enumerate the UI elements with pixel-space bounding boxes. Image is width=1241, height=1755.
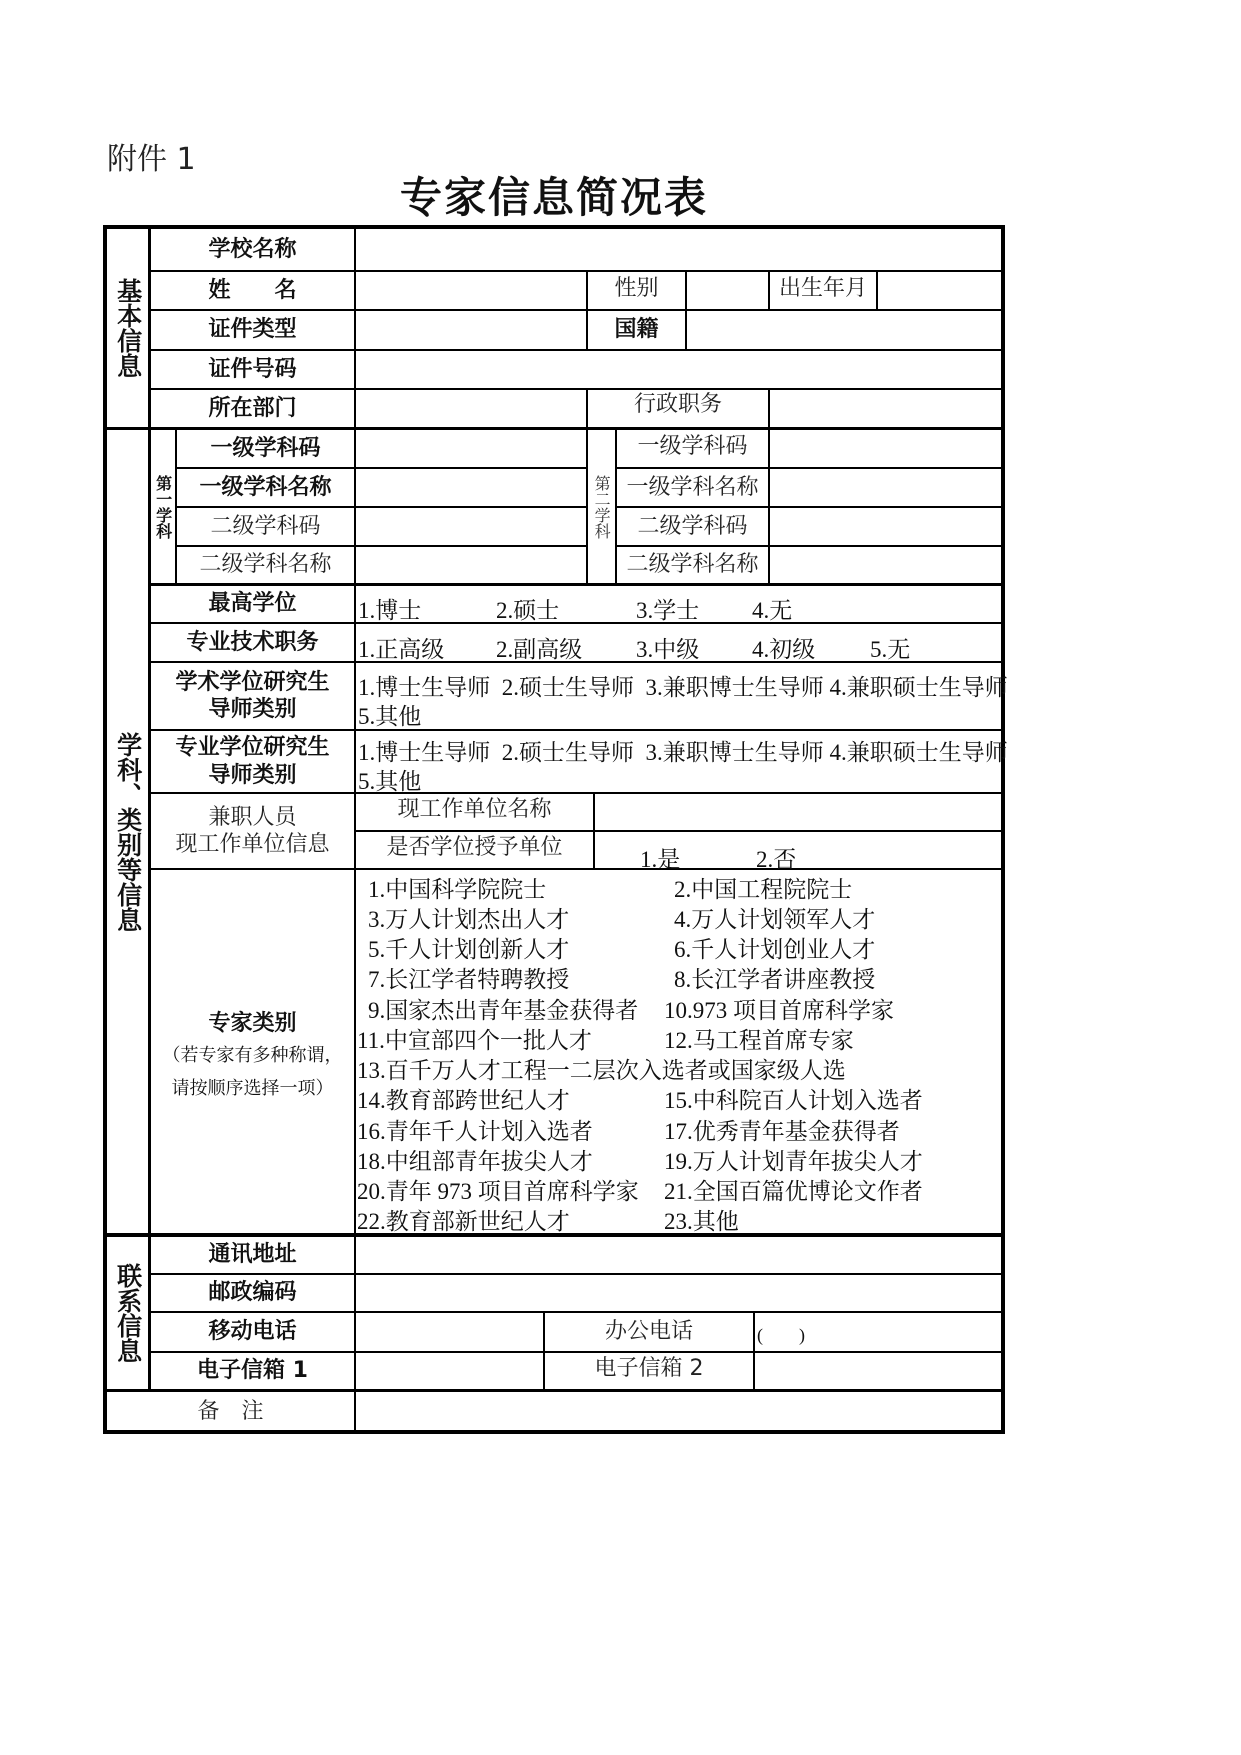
option-degree-granting[interactable]: 1.是 xyxy=(640,847,681,872)
employer-name-field[interactable] xyxy=(595,794,1001,830)
option-expert-category[interactable]: 15.中科院百人计划入选者 xyxy=(664,1088,923,1113)
label-second-l2-code: 二级学科码 xyxy=(637,513,748,539)
label-line: 专业学位研究生 xyxy=(175,735,330,760)
label-email-2: 电子信箱 2 xyxy=(594,1356,704,1382)
label-first-l1-name: 一级学科名称 xyxy=(199,474,332,500)
second-l2-name-field[interactable] xyxy=(770,547,1001,583)
first-l1-name-field[interactable] xyxy=(356,469,586,506)
email-2-field[interactable] xyxy=(755,1353,1001,1389)
label-id-number: 证件号码 xyxy=(208,356,297,382)
academic-supervisor-options[interactable]: 5.其他 xyxy=(358,704,422,729)
label-highest-degree: 最高学位 xyxy=(208,591,297,617)
label-second-l2-name: 二级学科名称 xyxy=(626,552,759,578)
label-office-phone: 办公电话 xyxy=(604,1319,693,1345)
option-expert-category[interactable]: 14.教育部跨世纪人才 xyxy=(357,1088,570,1113)
label-employer-name: 现工作单位名称 xyxy=(397,797,552,823)
expert-category-note: 请按顺序选择一项） xyxy=(171,1077,334,1099)
label-postcode: 邮政编码 xyxy=(208,1280,297,1306)
option-expert-category[interactable]: 6.千人计划创业人才 xyxy=(674,937,876,962)
option-expert-category[interactable]: 12.马工程首席专家 xyxy=(664,1028,854,1053)
label-second-l1-code: 一级学科码 xyxy=(637,433,748,459)
postcode-field[interactable] xyxy=(356,1275,1001,1311)
option-tech-title[interactable]: 2.副高级 xyxy=(496,637,583,662)
label-part-time-info xyxy=(151,794,354,868)
first-l2-name-field[interactable] xyxy=(356,547,586,583)
option-tech-title[interactable]: 4.初级 xyxy=(752,637,816,662)
option-expert-category[interactable]: 3.万人计划杰出人才 xyxy=(368,907,570,932)
label-degree-granting: 是否学位授予单位 xyxy=(386,835,563,861)
label-professional-supervisor xyxy=(151,731,354,792)
expert-category-title: 专家类别 xyxy=(208,1010,297,1036)
label-line: 导师类别 xyxy=(208,762,297,788)
email-1-field[interactable] xyxy=(356,1353,543,1389)
id-type-field[interactable] xyxy=(356,311,586,349)
option-expert-category[interactable]: 19.万人计划青年拔尖人才 xyxy=(664,1149,923,1174)
label-first-l1-code: 一级学科码 xyxy=(210,435,321,461)
option-degree[interactable]: 3.学士 xyxy=(636,598,700,623)
option-expert-category[interactable]: 7.长江学者特聘教授 xyxy=(368,967,570,992)
second-subject-group-label xyxy=(588,430,615,583)
option-expert-category[interactable]: 22.教育部新世纪人才 xyxy=(357,1209,570,1234)
admin-position-field[interactable] xyxy=(770,390,1001,427)
label-first-l2-code: 二级学科码 xyxy=(210,513,321,539)
option-expert-category[interactable]: 20.青年 973 项目首席科学家 xyxy=(357,1179,639,1204)
label-admin-position: 行政职务 xyxy=(633,391,722,417)
attachment-label: 附件 1 xyxy=(107,142,196,177)
name-field[interactable] xyxy=(356,272,586,309)
option-expert-category[interactable]: 8.长江学者讲座教授 xyxy=(674,967,876,992)
label-name: 姓 名 xyxy=(208,277,297,303)
label-nationality: 国籍 xyxy=(614,317,659,343)
option-expert-category[interactable]: 21.全国百篇优博论文作者 xyxy=(664,1179,923,1204)
first-l1-code-field[interactable] xyxy=(356,430,586,467)
option-degree[interactable]: 1.博士 xyxy=(358,598,422,623)
label-first-l2-name: 二级学科名称 xyxy=(199,552,332,578)
section-label-contact-info xyxy=(107,1237,148,1389)
label-email-1: 电子信箱 1 xyxy=(197,1358,308,1384)
option-tech-title[interactable]: 5.无 xyxy=(870,637,911,662)
nationality-field[interactable] xyxy=(687,311,1001,349)
office-phone-field[interactable]: ( ) xyxy=(757,1325,805,1345)
section-label-text: 学科、类别等信息 xyxy=(113,731,143,932)
table-rule-horizontal xyxy=(150,868,1003,870)
option-degree-granting[interactable]: 2.否 xyxy=(756,847,797,872)
option-expert-category[interactable]: 23.其他 xyxy=(664,1209,739,1234)
label-academic-supervisor xyxy=(151,663,354,729)
id-number-field[interactable] xyxy=(356,351,1001,388)
option-expert-category[interactable]: 17.优秀青年基金获得者 xyxy=(664,1119,900,1144)
professional-supervisor-options[interactable]: 5.其他 xyxy=(358,769,422,794)
option-tech-title[interactable]: 3.中级 xyxy=(636,637,700,662)
option-expert-category[interactable]: 5.千人计划创新人才 xyxy=(368,937,570,962)
first-subject-group-label xyxy=(151,430,175,583)
label-address: 通讯地址 xyxy=(208,1242,297,1268)
label-birth-date: 出生年月 xyxy=(778,275,867,301)
label-school-name: 学校名称 xyxy=(208,236,297,262)
section-label-text: 基本信息 xyxy=(113,278,143,378)
academic-supervisor-options[interactable]: 1.博士生导师 2.硕士生导师 3.兼职博士生导师 4.兼职硕士生导师 xyxy=(358,675,1008,700)
label-second-l1-name: 一级学科名称 xyxy=(626,474,759,500)
option-expert-category[interactable]: 9.国家杰出青年基金获得者 xyxy=(368,998,639,1023)
section-label-text: 联系信息 xyxy=(113,1263,143,1363)
address-field[interactable] xyxy=(356,1237,1001,1273)
label-line: 学术学位研究生 xyxy=(175,669,330,695)
first-l2-code-field[interactable] xyxy=(356,508,586,545)
option-expert-category[interactable]: 1.中国科学院院士 xyxy=(368,877,547,902)
group-label-text: 第二学科 xyxy=(592,474,612,539)
option-expert-category[interactable]: 4.万人计划领军人才 xyxy=(674,907,876,932)
expert-category-note: （若专家有多种称谓， xyxy=(162,1045,343,1067)
group-label-text: 第一学科 xyxy=(153,474,173,539)
label-remarks: 备 注 xyxy=(197,1399,264,1425)
page-title: 专家信息简况表 xyxy=(399,173,708,222)
label-gender: 性别 xyxy=(614,275,659,301)
birth-date-field[interactable] xyxy=(878,272,1001,309)
option-expert-category[interactable]: 10.973 项目首席科学家 xyxy=(664,998,894,1023)
label-department: 所在部门 xyxy=(208,395,297,421)
label-mobile: 移动电话 xyxy=(208,1319,297,1345)
gender-field[interactable] xyxy=(687,272,768,309)
department-field[interactable] xyxy=(356,390,586,427)
option-expert-category[interactable]: 2.中国工程院院士 xyxy=(674,877,853,902)
professional-supervisor-options[interactable]: 1.博士生导师 2.硕士生导师 3.兼职博士生导师 4.兼职硕士生导师 xyxy=(358,740,1008,765)
table-rule-horizontal xyxy=(103,1430,1005,1434)
school-name-field[interactable] xyxy=(356,229,1001,270)
option-expert-category[interactable]: 16.青年千人计划入选者 xyxy=(357,1119,593,1144)
label-tech-title: 专业技术职务 xyxy=(186,629,319,655)
mobile-field[interactable] xyxy=(356,1313,543,1351)
remarks-field[interactable] xyxy=(356,1392,1001,1430)
option-degree[interactable]: 2.硕士 xyxy=(496,598,560,623)
second-l1-name-field[interactable] xyxy=(770,469,1001,506)
option-degree[interactable]: 4.无 xyxy=(752,598,793,623)
option-expert-category[interactable]: 13.百千万人才工程一二层次入选者或国家级人选 xyxy=(357,1058,846,1083)
label-line: 导师类别 xyxy=(208,697,297,722)
label-id-type: 证件类型 xyxy=(208,317,297,343)
second-l1-code-field[interactable] xyxy=(770,430,1001,467)
section-label-subject-info xyxy=(107,430,148,1233)
option-tech-title[interactable]: 1.正高级 xyxy=(358,637,445,662)
option-expert-category[interactable]: 11.中宣部四个一批人才 xyxy=(357,1028,592,1053)
label-line: 兼职人员 xyxy=(208,804,297,830)
section-label-basic-info xyxy=(107,229,148,427)
second-l2-code-field[interactable] xyxy=(770,508,1001,545)
option-expert-category[interactable]: 18.中组部青年拔尖人才 xyxy=(357,1149,593,1174)
label-line: 现工作单位信息 xyxy=(175,832,330,857)
label-expert-category xyxy=(151,990,354,1120)
